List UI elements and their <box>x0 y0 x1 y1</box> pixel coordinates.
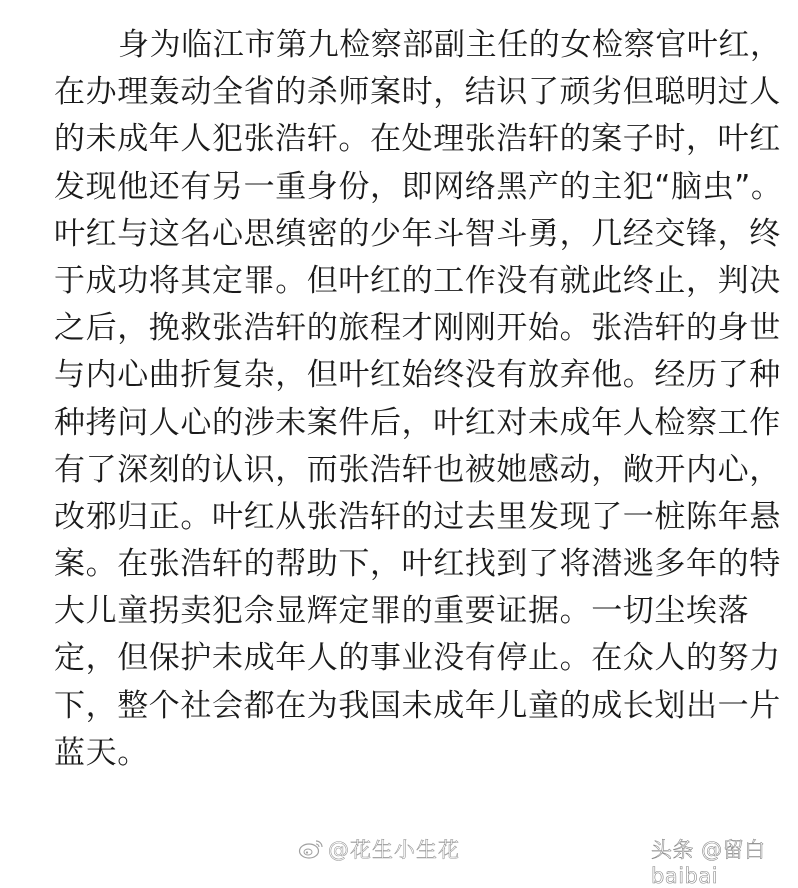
article-line-12: 案。在张浩轩的帮助下，叶红找到了将潜逃多年的特 <box>54 546 781 583</box>
toutiao-watermark: 头条 @留白baibai <box>651 838 766 888</box>
article-body <box>54 22 783 777</box>
watermarks <box>0 830 798 888</box>
article-line-2: 在办理轰动全省的杀师案时，结识了顽劣但聪明过人 <box>54 74 781 111</box>
article-line-9: 种拷问人心的涉未案件后，叶红对未成年人检察工作 <box>54 404 781 441</box>
article-line-14: 定，但保护未成年人的事业没有停止。在众人的努力 <box>54 640 781 677</box>
article-line-1: 身为临江市第九检察部副主任的女检察官叶红， <box>118 27 782 63</box>
weibo-watermark <box>298 834 460 864</box>
article-line-10: 有了深刻的认识，而张浩轩也被她感动，敞开内心， <box>54 451 781 488</box>
article-line-5: 叶红与这名心思缜密的少年斗智斗勇，几经交锋，终 <box>54 215 781 252</box>
article-line-15: 下，整个社会都在为我国未成年儿童的成长划出一片 <box>54 687 781 724</box>
article-line-6: 于成功将其定罪。但叶红的工作没有就此终止，判决 <box>54 262 781 299</box>
article-line-4: 发现他还有另一重身份，即网络黑产的主犯“脑虫”。 <box>54 168 783 205</box>
article-line-8: 与内心曲折复杂，但叶红始终没有放弃他。经历了种 <box>54 357 781 394</box>
article-line-7: 之后，挽救张浩轩的旅程才刚刚开始。张浩轩的身世 <box>54 310 781 347</box>
article-line-16: 蓝天。 <box>54 734 149 771</box>
article-line-3: 的未成年人犯张浩轩。在处理张浩轩的案子时，叶红 <box>54 121 781 158</box>
article-line-11: 改邪归正。叶红从张浩轩的过去里发现了一桩陈年悬 <box>54 498 781 535</box>
weibo-icon <box>298 838 324 860</box>
weibo-watermark-text: @花生小生花 <box>328 838 460 862</box>
article-line-13: 大儿童拐卖犯佘显辉定罪的重要证据。一切尘埃落 <box>54 593 750 630</box>
